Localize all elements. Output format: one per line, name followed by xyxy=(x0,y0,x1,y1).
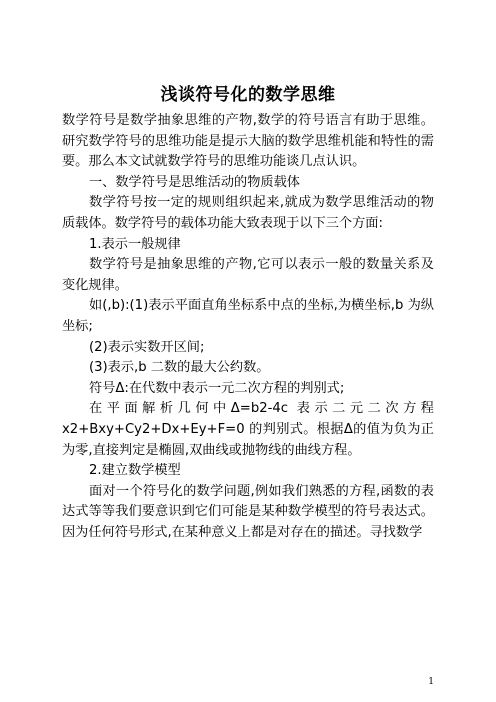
document-title: 浅谈符号化的数学思维 xyxy=(160,85,336,105)
paragraph-intro: 数学符号是数学抽象思维的产物,数学的符号语言有助于思维。研究数学符号的思维功能是提示大脑的数学思维机能和特性的需要。那么本文试就数学符号的思维功能谈几点认识。 xyxy=(62,113,434,170)
paragraph-gcd: (3)表示,b 二数的最大公约数。 xyxy=(89,360,270,376)
paragraph-abstract-product: 数学符号是抽象思维的产物,它可以表示一般的数量关系及变化规律。 xyxy=(62,257,434,293)
section-heading-1: 一、数学符号是思维活动的物质载体 xyxy=(89,174,300,190)
subheading-general-law: 1.表示一般规律 xyxy=(89,236,181,252)
subheading-math-model: 2.建立数学模型 xyxy=(89,463,181,479)
paragraph-open-interval: (2)表示实数开区间; xyxy=(89,339,205,355)
paragraph-conic-equation: x2+Bxy+Cy2+Dx+Ey+F=0 的判别式。根据Δ的值为负为正为零,直接判定是椭圆,双曲线或抛物线的曲线方程。 xyxy=(62,421,434,458)
paragraph-example-coordinates: 如(,b):(1)表示平面直角坐标系中点的坐标,为横坐标,b 为纵坐标; xyxy=(62,298,434,334)
paragraph-carrier: 数学符号按一定的规则组织起来,就成为数学思维活动的物质载体。数学符号的载体功能大致表现于以下三个方面: xyxy=(62,195,434,231)
paragraph-model: 面对一个符号化的数学问题,例如我们熟悉的方程,函数的表达式等等我们要意识到它们可能是某种数学模型的符号表达式。因为任何符号形式,在某种意义上都是对存在的描述。寻找数学 xyxy=(62,483,434,540)
page-number: 1 xyxy=(428,677,434,687)
paragraph-analytic-geometry: 在平面解析几何中Δ=b2-4c 表示二元二次方程 xyxy=(89,401,434,417)
document-body xyxy=(62,111,434,543)
paragraph-discriminant: 符号Δ:在代数中表示一元二次方程的判别式; xyxy=(89,380,345,396)
